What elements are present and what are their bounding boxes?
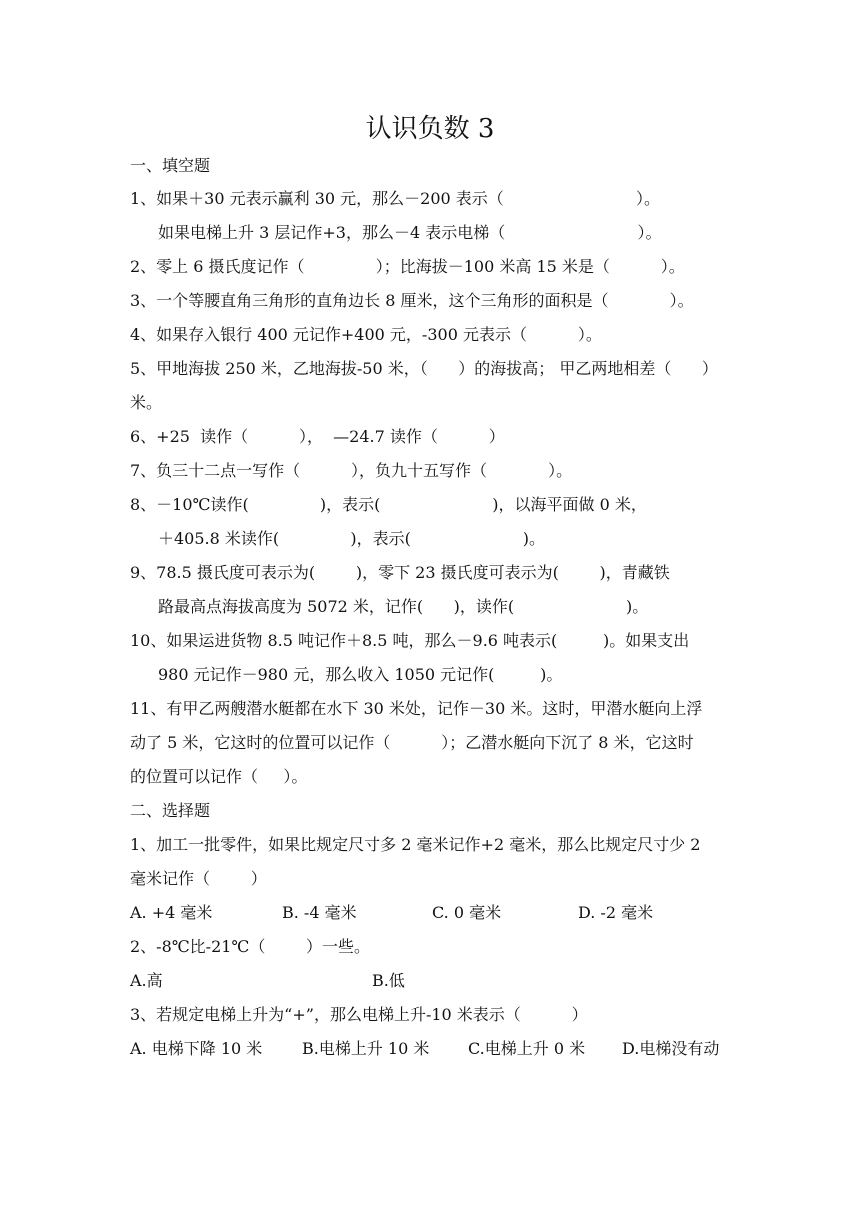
question-line: 10、如果运进货物 8.5 吨记作＋8.5 吨，那么－9.6 吨表示( )。如果支出 bbox=[130, 631, 690, 650]
question-line: 9、78.5 摄氏度可表示为( )，零下 23 摄氏度可表示为( )，青藏铁 bbox=[130, 563, 670, 582]
option-c: C. 0 毫米 bbox=[432, 903, 502, 922]
question-line: 3、一个等腰直角三角形的直角边长 8 厘米，这个三角形的面积是（ ）。 bbox=[130, 291, 694, 310]
question-line: 3、若规定电梯上升为“+”，那么电梯上升-10 米表示（ ） bbox=[130, 1005, 588, 1024]
question-line: 11、有甲乙两艘潜水艇都在水下 30 米处，记作－30 米。这时，甲潜水艇向上浮 bbox=[130, 699, 703, 718]
option-d: D.电梯没有动 bbox=[622, 1039, 720, 1058]
page-title: 认识负数 3 bbox=[365, 114, 495, 144]
question-line: 980 元记作－980 元，那么收入 1050 元记作( )。 bbox=[158, 665, 563, 684]
option-a: A.高 bbox=[130, 971, 163, 990]
option-a: A. +4 毫米 bbox=[130, 903, 213, 922]
question-line: 2、零上 6 摄氏度记作（ ）；比海拔－100 米高 15 米是（ ）。 bbox=[130, 257, 685, 276]
question-line: 动了 5 米，它这时的位置可以记作（ ）；乙潜水艇向下沉了 8 米，它这时 bbox=[130, 733, 694, 752]
option-d: D. -2 毫米 bbox=[578, 903, 654, 922]
question-line: 毫米记作（ ） bbox=[130, 869, 267, 888]
question-line: 如果电梯上升 3 层记作+3，那么－4 表示电梯（ ）。 bbox=[158, 223, 662, 242]
question-line: 4、如果存入银行 400 元记作+400 元，-300 元表示（ ）。 bbox=[130, 325, 602, 344]
question-line: 8、－10℃读作( )，表示( )，以海平面做 0 米， bbox=[130, 495, 647, 514]
question-line: 1、如果＋30 元表示赢利 30 元，那么－200 表示（ ）。 bbox=[130, 189, 661, 208]
question-line: ＋405.8 米读作( )，表示( )。 bbox=[158, 529, 545, 548]
question-line: 6、+25 读作（ ）， —24.7 读作（ ） bbox=[130, 427, 505, 446]
question-line: 2、-8℃比-21℃（ ）一些。 bbox=[130, 937, 371, 956]
option-b: B.电梯上升 10 米 bbox=[302, 1039, 430, 1058]
option-b: B. -4 毫米 bbox=[282, 903, 357, 922]
question-line: 7、负三十二点一写作（ ），负九十五写作（ ）。 bbox=[130, 461, 573, 480]
option-c: C.电梯上升 0 米 bbox=[468, 1039, 586, 1058]
section-heading-fill-blank: 一、填空题 bbox=[130, 156, 211, 175]
option-b: B.低 bbox=[372, 971, 405, 990]
section-heading-multiple-choice: 二、选择题 bbox=[130, 801, 211, 820]
option-a: A. 电梯下降 10 米 bbox=[130, 1039, 263, 1058]
question-line: 1、加工一批零件，如果比规定尺寸多 2 毫米记作+2 毫米，那么比规定尺寸少 2 bbox=[130, 835, 701, 854]
question-line: 5、甲地海拔 250 米，乙地海拔-50 米，（ ）的海拔高； 甲乙两地相差（ ） bbox=[130, 359, 718, 378]
question-line: 路最高点海拔高度为 5072 米，记作( )，读作( )。 bbox=[158, 597, 649, 616]
question-line: 米。 bbox=[130, 393, 163, 412]
question-line: 的位置可以记作（ ）。 bbox=[130, 767, 308, 786]
